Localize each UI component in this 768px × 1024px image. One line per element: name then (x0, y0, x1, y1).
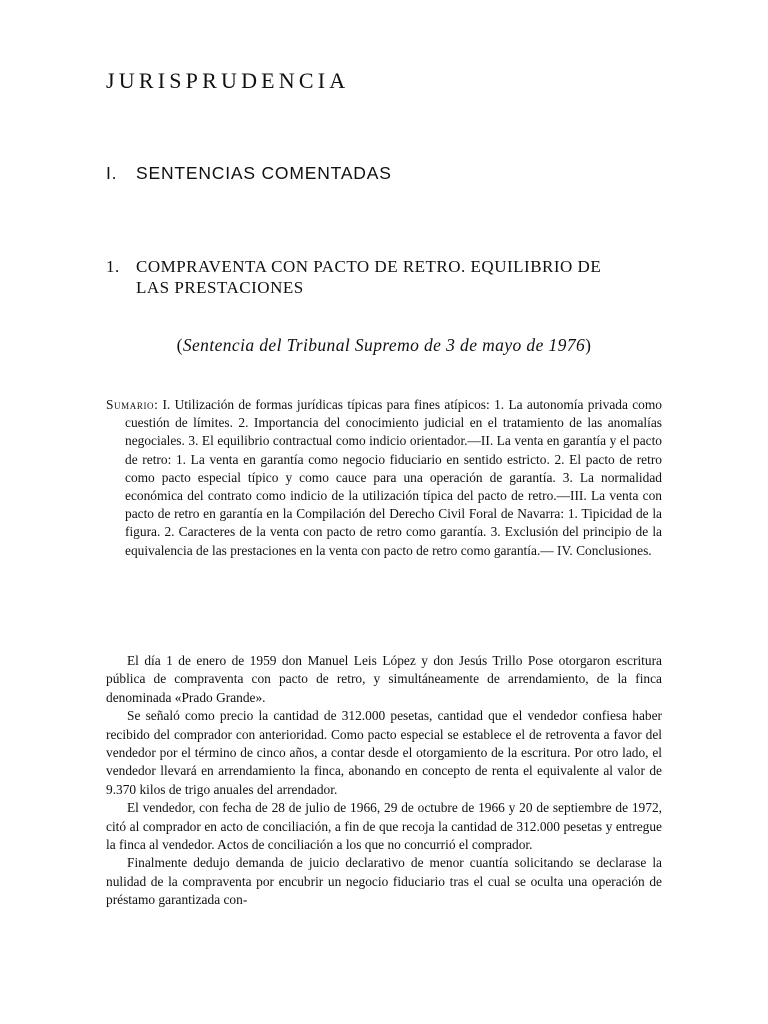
running-head: JURISPRUDENCIA (106, 68, 350, 93)
article-title-line-2 (106, 277, 662, 298)
summary-text: I. Utilización de formas jurídicas típicas para fines atípicos: 1. La autonomía privada como cuestión de límites. 2. Importancia del conocimiento judicial en el tratamiento de las anomalías negociales. 3. El equilibrio contractual como indicio orientador.—II. La venta en garantía y el pacto de retro: 1. La venta en garantía como negocio fiduciario en sentido estricto. 2. El pacto de retro como pacto especial típico y como cauce para una operación de garantía. 3. La normalidad económica del contrato como indicio de la utilización típica del pacto de retro.—III. La venta con pacto de retro en garantía en la Compilación del Derecho Civil Foral de Navarra: 1. Tipicidad de la figura. 2. Caracteres de la venta con pacto de retro como garantía. 3. Exclusión del principio de la equivalencia de las prestaciones en la venta con pacto de retro como garantía.— IV. Conclusiones. (125, 397, 662, 558)
citation-open-paren: ( (176, 335, 183, 355)
body-text (106, 652, 662, 910)
body-paragraph: El vendedor, con fecha de 28 de julio de 1966, 29 de octubre de 1966 y 20 de septiembre de 1972, citó al comprador en acto de conciliación, a fin de que recoja la cantidad de 312.000 pesetas y entregue la finca al vendedor. Actos de conciliación a los que no concurrió el comprador. (106, 800, 662, 853)
article-title-line-1 (106, 256, 662, 277)
article-title-text-1: COMPRAVENTA CON PACTO DE RETRO. EQUILIBRIO DE (136, 257, 602, 276)
body-paragraph: El día 1 de enero de 1959 don Manuel Leis López y don Jesús Trillo Pose otorgaron escritura pública de compraventa con pacto de retro, y simultáneamente de arrendamiento, de la finca denominada «Prado Grande». (106, 653, 662, 705)
court-citation (0, 335, 768, 356)
article-title (106, 256, 662, 298)
citation-close-paren: ) (585, 335, 592, 355)
section-title: SENTENCIAS COMENTADAS (136, 163, 392, 183)
body-paragraph: Finalmente dedujo demanda de juicio declarativo de menor cuantía solicitando se declarase la nulidad de la compraventa por encubrir un negocio fiduciario tras el cual se oculta una operación de préstamo garantizada con- (106, 855, 662, 908)
article-title-text-2: LAS PRESTACIONES (136, 278, 304, 297)
article-number: 1. (106, 257, 120, 276)
summary-block (106, 396, 662, 560)
body-paragraph: Se señaló como precio la cantidad de 312.000 pesetas, cantidad que el vendedor confiesa haber recibido del comprador con anterioridad. Como pacto especial se establece el de retroventa a favor del vendedor por el término de cinco años, a contar desde el otorgamiento de la escritura. Por otro lado, el vendedor llevará en arrendamiento la finca, abonando en concepto de renta el equivalente al valor de 9.370 kilos de trigo anuales del arrendador. (106, 708, 662, 797)
section-number: I. (106, 163, 118, 183)
section-heading (106, 163, 392, 184)
summary-label: Sumario: (106, 397, 159, 412)
citation-text: Sentencia del Tribunal Supremo de 3 de mayo de 1976 (182, 335, 586, 355)
